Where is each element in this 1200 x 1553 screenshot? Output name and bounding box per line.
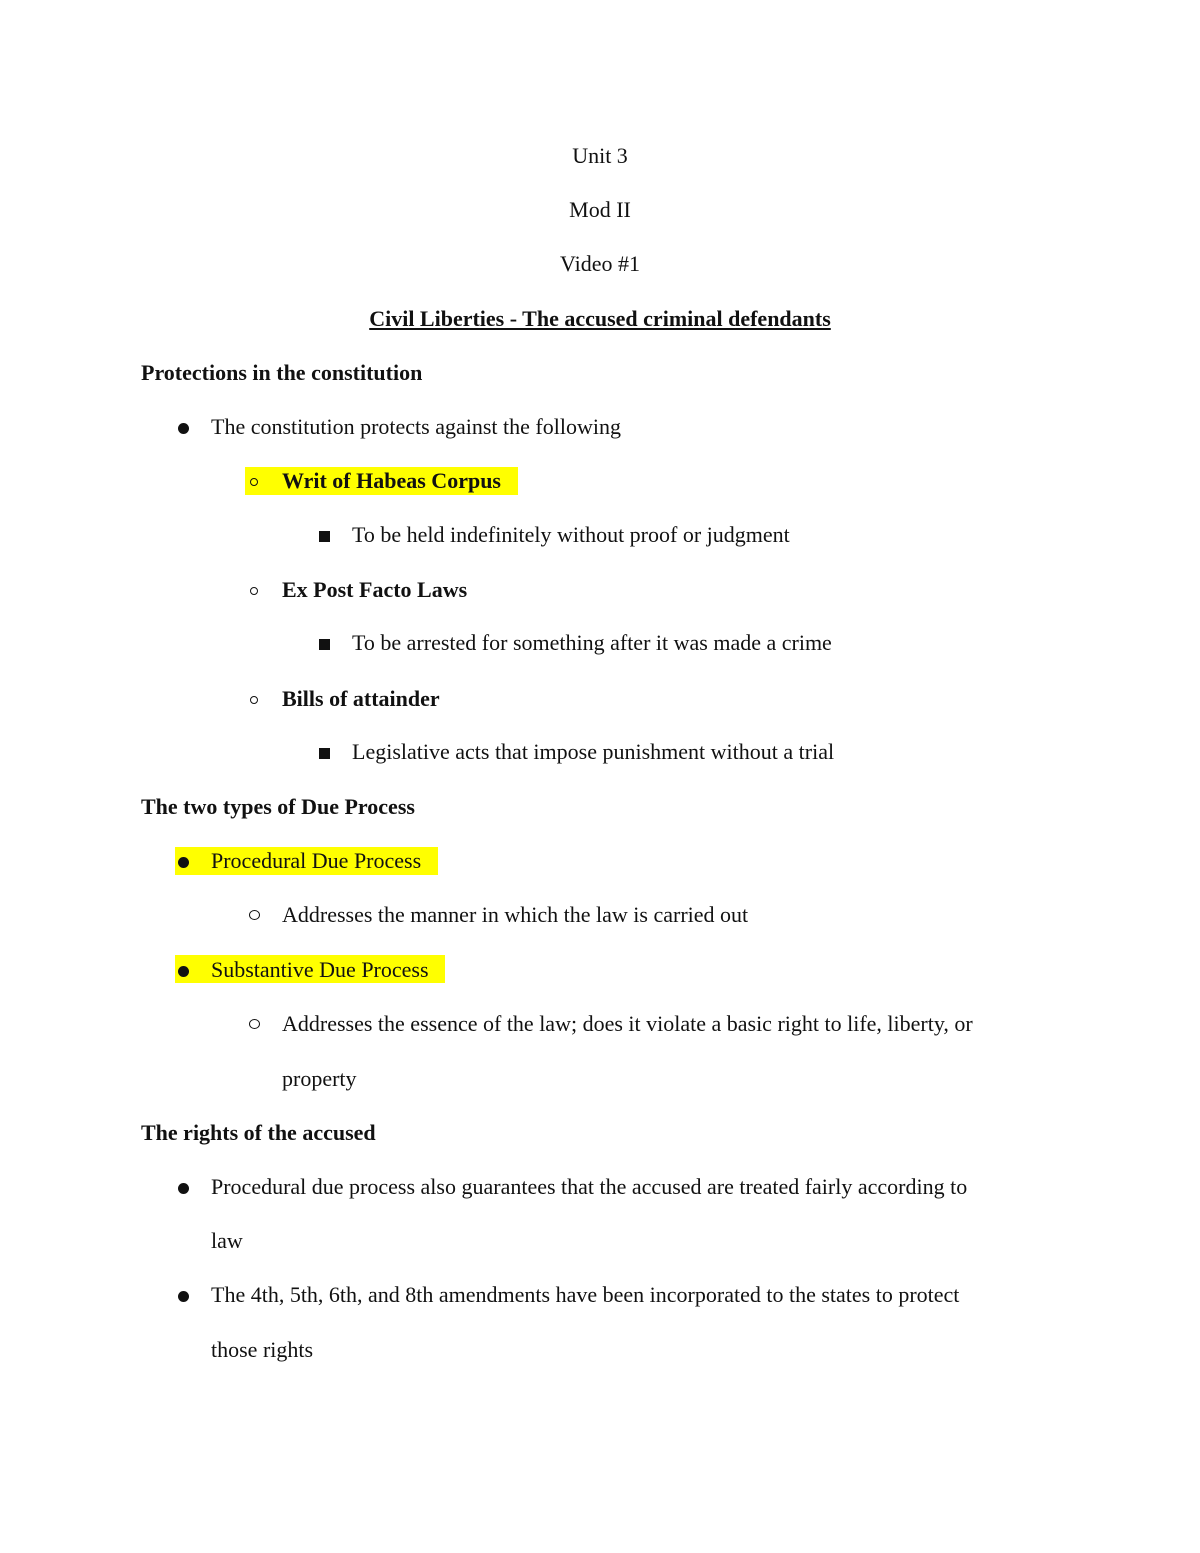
protection-term-habeas: Writ of Habeas Corpus: [282, 468, 501, 493]
unit-label: Unit 3: [572, 143, 628, 168]
bullet-ring-icon: [249, 910, 260, 920]
section-heading-rights: The rights of the accused: [141, 1120, 376, 1145]
document-title: Civil Liberties - The accused criminal defendants: [369, 306, 831, 331]
protection-term-ex-post-facto: Ex Post Facto Laws: [282, 577, 468, 602]
bullet-ring-icon: [249, 1019, 260, 1029]
bullet-square-icon: [319, 639, 330, 650]
video-label: Video #1: [560, 251, 640, 276]
bullet-ring-icon: [250, 478, 258, 486]
rights-item-1-line1: Procedural due process also guarantees that the accused are treated fairly according to: [211, 1174, 968, 1199]
bullet-square-icon: [319, 531, 330, 542]
bullet-disc-icon: [178, 966, 189, 977]
due-process-detail-substantive-line2: property: [282, 1066, 357, 1091]
due-process-term-procedural: Procedural Due Process: [211, 848, 422, 873]
bullet-disc-icon: [178, 857, 189, 868]
bullet-disc-icon: [178, 1291, 189, 1302]
bullet-ring-icon: [250, 587, 258, 595]
due-process-term-substantive: Substantive Due Process: [211, 957, 429, 982]
due-process-detail-substantive-line1: Addresses the essence of the law; does it violate a basic right to life, liberty, or: [282, 1011, 973, 1036]
bullet-ring-icon: [250, 696, 258, 704]
protection-detail-habeas: To be held indefinitely without proof or judgment: [352, 522, 790, 547]
protection-term-attainder: Bills of attainder: [282, 686, 440, 711]
mod-label: Mod II: [569, 197, 631, 222]
protection-detail-attainder: Legislative acts that impose punishment without a trial: [352, 739, 835, 764]
section-heading-protections: Protections in the constitution: [141, 360, 423, 385]
due-process-detail-procedural: Addresses the manner in which the law is carried out: [282, 902, 749, 927]
protection-detail-ex-post-facto: To be arrested for something after it was made a crime: [352, 630, 832, 655]
rights-item-2-line1: The 4th, 5th, 6th, and 8th amendments have been incorporated to the states to protect: [211, 1282, 960, 1307]
protections-intro: The constitution protects against the following: [211, 414, 621, 439]
rights-item-1-line2: law: [211, 1228, 243, 1253]
bullet-square-icon: [319, 748, 330, 759]
bullet-disc-icon: [178, 423, 189, 434]
rights-item-2-line2: those rights: [211, 1337, 314, 1362]
section-heading-due-process: The two types of Due Process: [141, 794, 415, 819]
bullet-disc-icon: [178, 1183, 189, 1194]
